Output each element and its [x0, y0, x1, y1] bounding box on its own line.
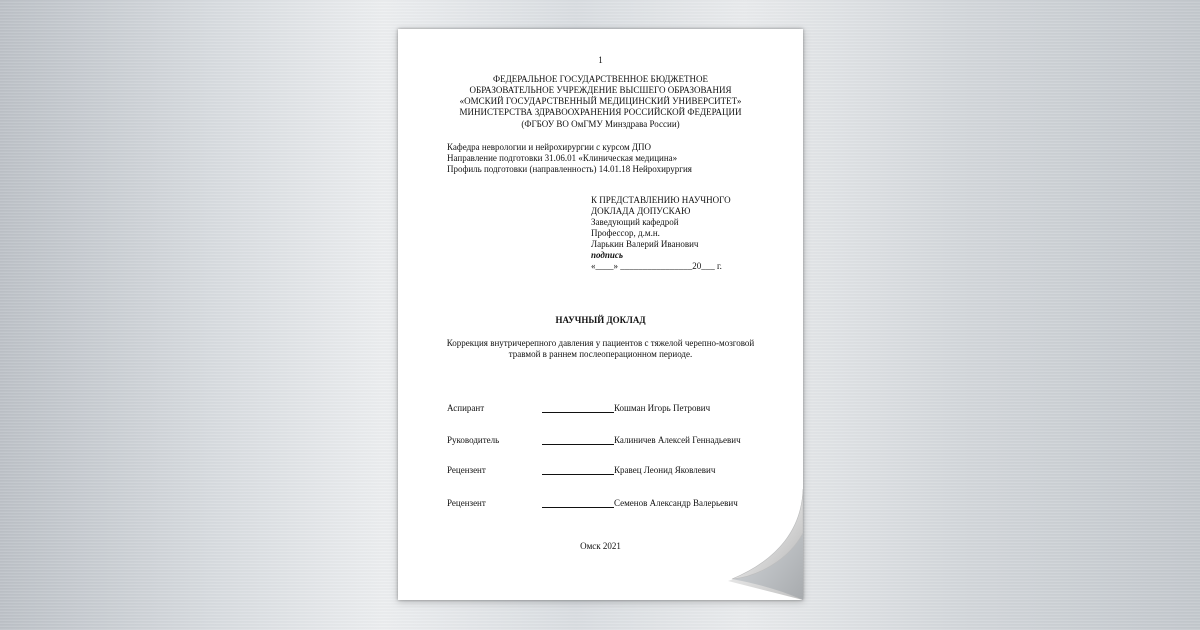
- approval-date: «____» ________________20___ г.: [591, 261, 722, 271]
- header-line: ФЕДЕРАЛЬНОЕ ГОСУДАРСТВЕННОЕ БЮДЖЕТНОЕ: [493, 74, 708, 84]
- document-subtitle: Коррекция внутричерепного давления у пациентов с тяжелой черепно-мозговой: [446, 338, 755, 348]
- approval-line: Ларькин Валерий Иванович: [591, 239, 699, 249]
- document-subtitle: травмой в раннем послеоперационном периоде.: [508, 349, 693, 359]
- approval-line: Заведующий кафедрой: [591, 217, 679, 227]
- signature-line: [542, 474, 614, 475]
- approval-line: ДОКЛАДА ДОПУСКАЮ: [591, 206, 691, 216]
- header-line: ОБРАЗОВАТЕЛЬНОЕ УЧРЕЖДЕНИЕ ВЫСШЕГО ОБРАЗОВАНИЯ: [469, 85, 732, 95]
- program-line: Направление подготовки 31.06.01 «Клиническая медицина»: [447, 153, 678, 163]
- page-number: 1: [598, 55, 603, 65]
- signatory-role: Рецензент: [447, 465, 486, 475]
- approval-line: Профессор, д.м.н.: [591, 228, 660, 238]
- page-curl-decoration: [718, 489, 803, 600]
- signature-line: [542, 507, 614, 508]
- signature-line: [542, 444, 614, 445]
- signatory-name: Калиничев Алексей Геннадьевич: [614, 435, 741, 445]
- signatory-name: Кошман Игорь Петрович: [614, 403, 711, 413]
- approval-line: К ПРЕДСТАВЛЕНИЮ НАУЧНОГО: [591, 195, 731, 205]
- document-page: [398, 29, 803, 600]
- profile-line: Профиль подготовки (направленность) 14.01.18 Нейрохирургия: [447, 164, 692, 174]
- document-footer: Омск 2021: [580, 541, 621, 551]
- signature-label: подпись: [591, 250, 623, 260]
- document-title: НАУЧНЫЙ ДОКЛАД: [555, 315, 646, 325]
- signature-line: [542, 412, 614, 413]
- signatory-role: Руководитель: [447, 435, 500, 445]
- signatory-role: Аспирант: [447, 403, 485, 413]
- header-line: (ФГБОУ ВО ОмГМУ Минздрава России): [521, 119, 680, 129]
- signatory-name: Кравец Леонид Яковлевич: [614, 465, 716, 475]
- signatory-name: Семенов Александр Валерьевич: [614, 498, 738, 508]
- header-line: МИНИСТЕРСТВА ЗДРАВООХРАНЕНИЯ РОССИЙСКОЙ ФЕДЕРАЦИИ: [459, 107, 742, 117]
- header-line: «ОМСКИЙ ГОСУДАРСТВЕННЫЙ МЕДИЦИНСКИЙ УНИВЕРСИТЕТ»: [459, 96, 742, 106]
- signatory-role: Рецензент: [447, 498, 486, 508]
- department-line: Кафедра неврологии и нейрохирургии с курсом ДПО: [447, 142, 652, 152]
